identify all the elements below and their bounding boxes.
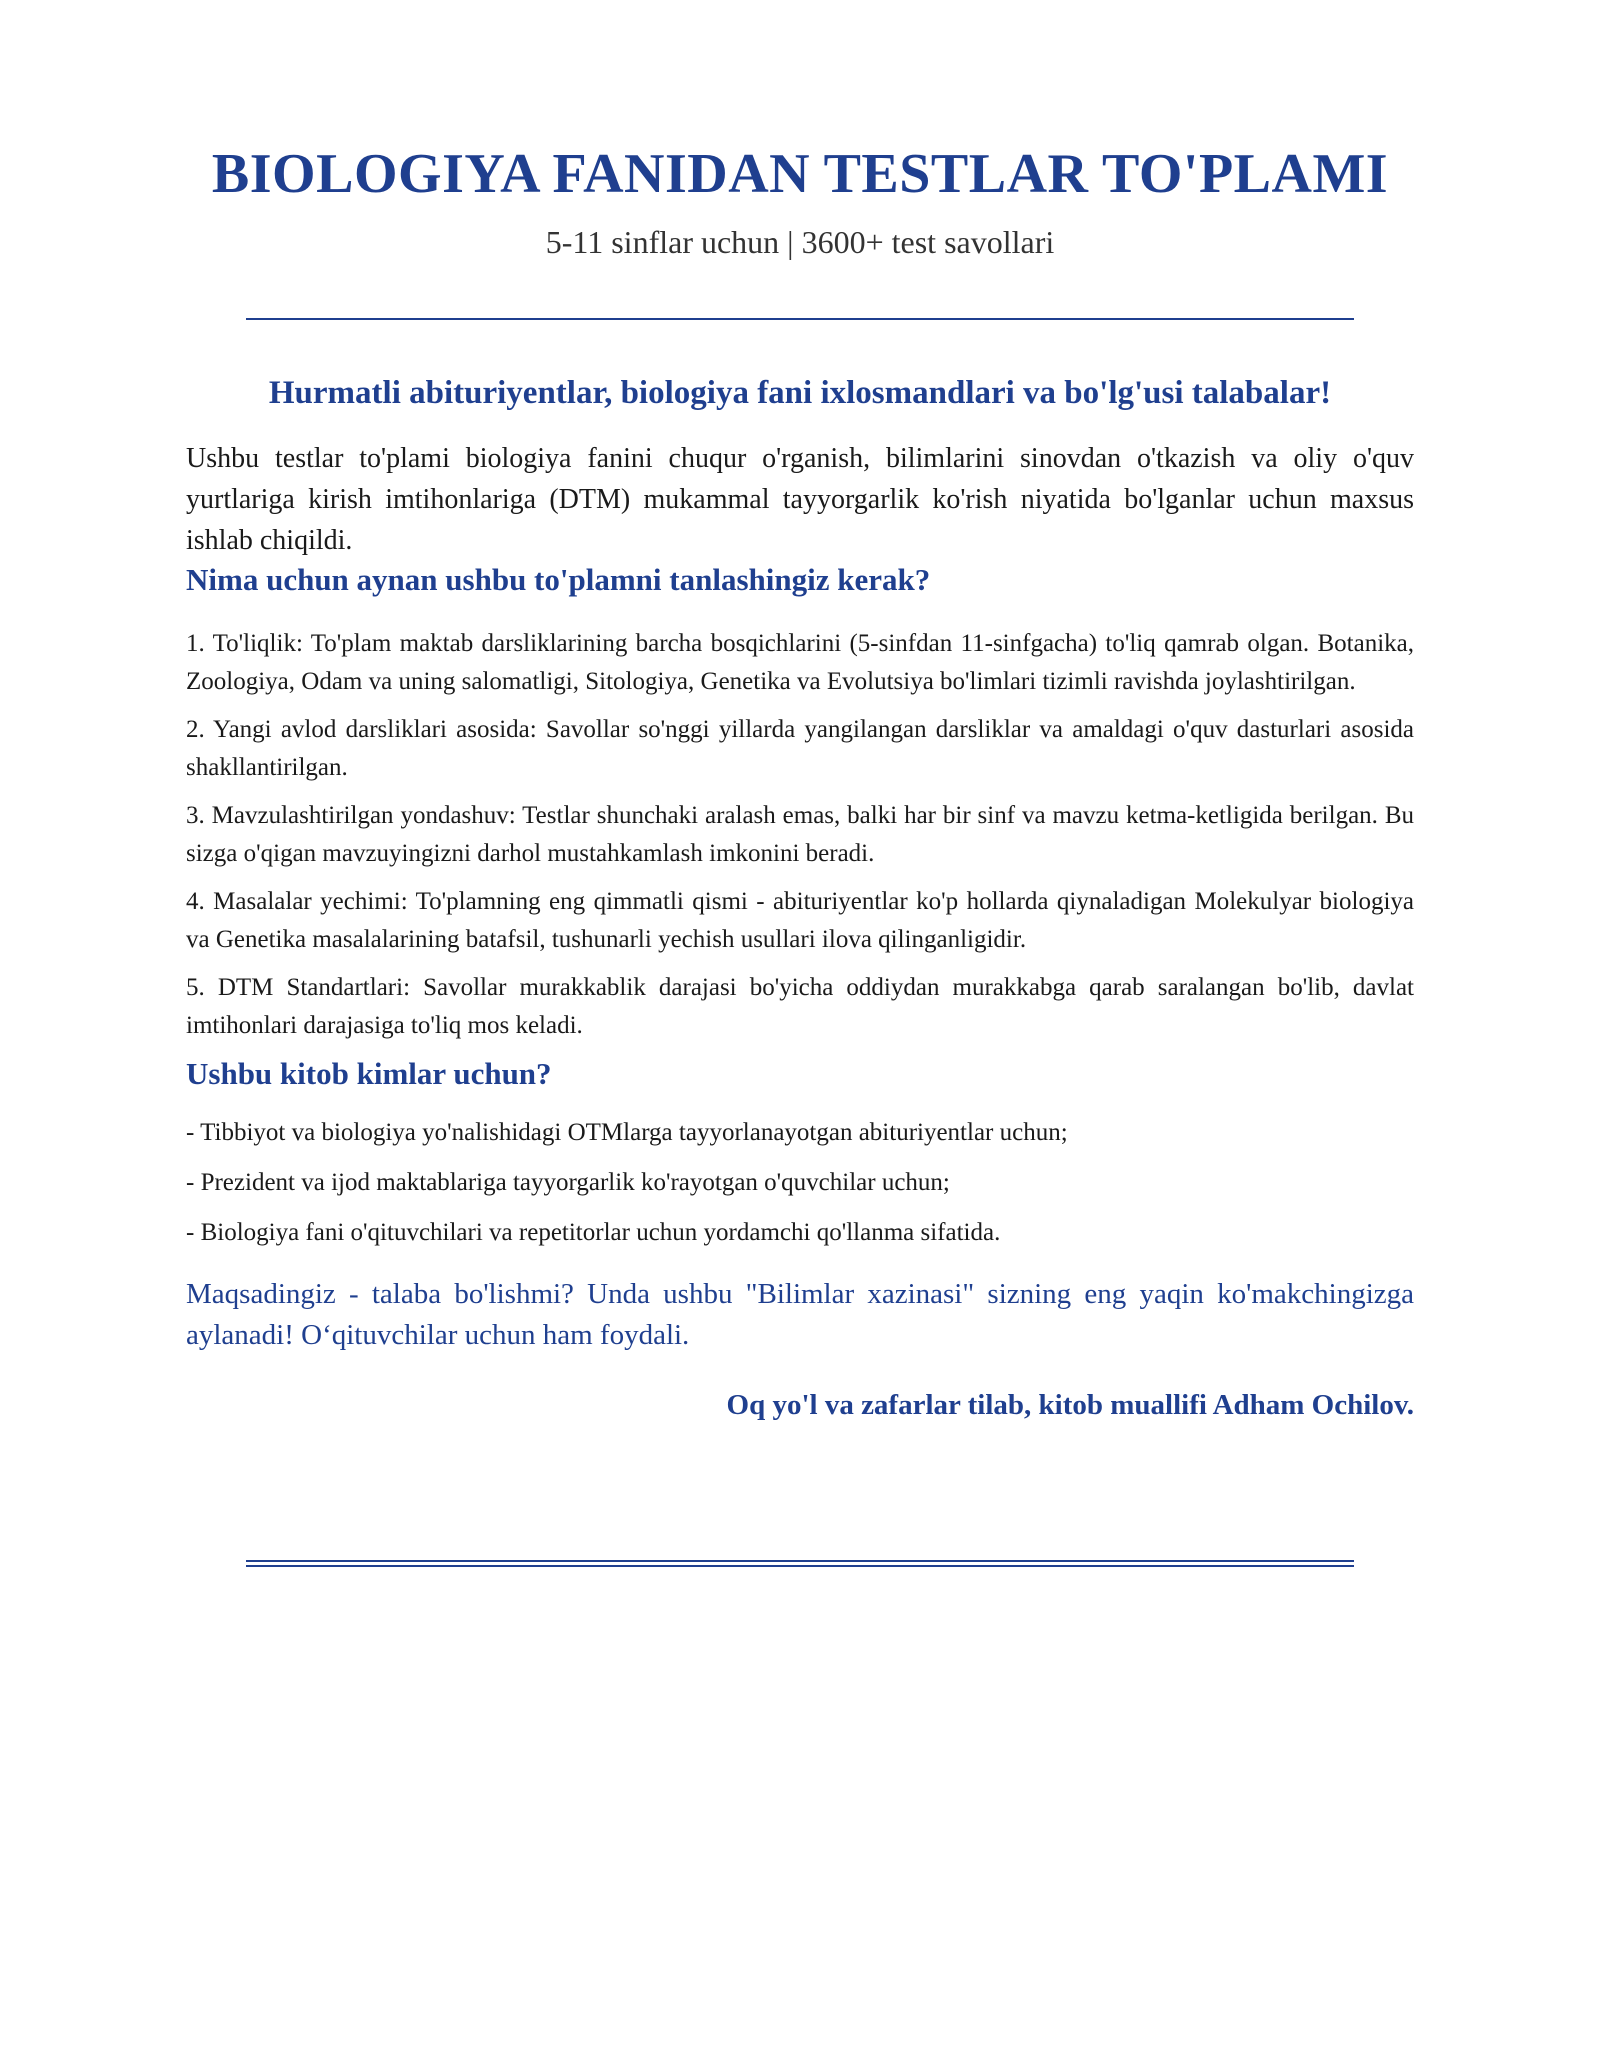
document-title: BIOLOGIYA FANIDAN TESTLAR TO'PLAMI bbox=[211, 143, 1389, 205]
top-divider bbox=[246, 318, 1354, 320]
closing-paragraph: Maqsadingiz - talaba bo'lishmi? Unda ushbu "Bilimlar xazinasi" sizning eng yaqin ko'makchingizga aylanadi! O‘qituvchilar uchun ham foydali. bbox=[186, 1278, 1414, 1352]
document-subtitle: 5-11 sinflar uchun | 3600+ test savollari bbox=[545, 224, 1055, 260]
greeting-heading: Hurmatli abituriyentlar, biologiya fani ixlosmandlari va bo'lg'usi talabalar! bbox=[268, 375, 1332, 411]
audience-heading: Ushbu kitob kimlar uchun? bbox=[186, 1056, 552, 1092]
audience-item: - Tibbiyot va biologiya yo'nalishidagi OTMlarga tayyorlanayotgan abituriyentlar uchun; bbox=[186, 1119, 1068, 1147]
audience-list bbox=[186, 1114, 1414, 1252]
author-signature: Oq yo'l va zafarlar tilab, kitob muallifi Adham Ochilov. bbox=[726, 1389, 1414, 1422]
document-body bbox=[186, 438, 1414, 1422]
reasons-list bbox=[186, 625, 1414, 1045]
reason-item: 1. To'liqlik: To'plam maktab darsliklarining barcha bosqichlarini (5-sinfdan 11-sinfgacha) to'liq qamrab olgan. Botanika, Zoologiya, Odam va uning salomatligi, Sitologiya, Genetika va Evolutsiya bo'limlari tizimli ravishda joylashtirilgan. bbox=[186, 630, 1414, 696]
audience-item: - Biologiya fani o'qituvchilari va repetitorlar uchun yordamchi qo'llanma sifatida. bbox=[186, 1219, 1001, 1247]
reason-item: 5. DTM Standartlari: Savollar murakkablik darajasi bo'yicha oddiydan murakkabga qarab saralangan bo'lib, davlat imtihonlari darajasiga to'liq mos keladi. bbox=[186, 974, 1414, 1040]
why-heading: Nima uchun aynan ushbu to'plamni tanlashingiz kerak? bbox=[186, 562, 931, 597]
reason-item: 2. Yangi avlod darsliklari asosida: Savollar so'nggi yillarda yangilangan darsliklar va amaldagi o'quv dasturlari asosida shakllantirilgan. bbox=[186, 716, 1414, 782]
bottom-double-divider bbox=[246, 1560, 1354, 1567]
audience-item: - Prezident va ijod maktablariga tayyorgarlik ko'rayotgan o'quvchilar uchun; bbox=[186, 1169, 950, 1197]
reason-item: 3. Mavzulashtirilgan yondashuv: Testlar shunchaki aralash emas, balki har bir sinf va mavzu ketma-ketligida berilgan. Bu sizga o'qigan mavzuyingizni darhol mustahkamlash imkonini beradi. bbox=[186, 802, 1414, 868]
intro-paragraph: Ushbu testlar to'plami biologiya fanini chuqur o'rganish, bilimlarini sinovdan o'tkazish va oliy o'quv yurtlariga kirish imtihonlariga (DTM) mukammal tayyorgarlik ko'rish niyatida bo'lganlar uchun maxsus ishlab chiqildi. bbox=[186, 443, 1414, 556]
reason-item: 4. Masalalar yechimi: To'plamning eng qimmatli qismi - abituriyentlar ko'p hollarda qiynaladigan Molekulyar biologiya va Genetika masalalarining batafsil, tushunarli yechish usullari ilova qilinganligidir. bbox=[186, 888, 1414, 954]
